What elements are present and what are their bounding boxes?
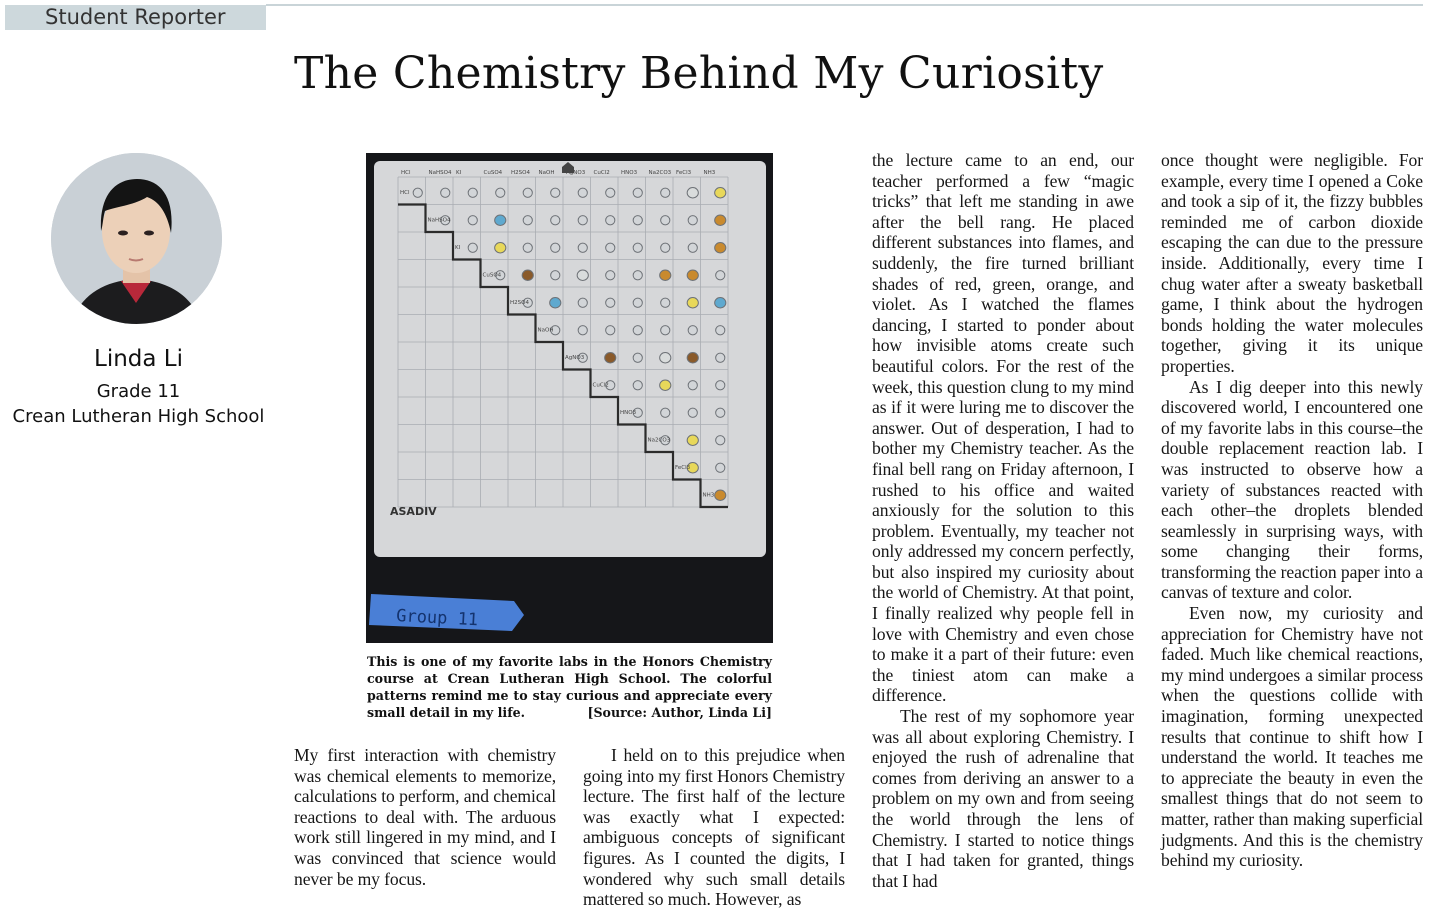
- droplet: [688, 381, 697, 390]
- column-label: Na2CO3: [648, 170, 672, 176]
- droplet: [688, 408, 697, 417]
- author-name: Linda Li: [94, 346, 183, 372]
- column-1: [294, 745, 556, 889]
- droplet: [468, 216, 477, 225]
- droplet: [633, 216, 642, 225]
- droplet: [606, 188, 615, 197]
- author-grade: Grade 11: [96, 381, 181, 402]
- droplet: [716, 381, 725, 390]
- row-label: Na2CO3: [647, 437, 671, 444]
- row-label: NaHSO4: [427, 217, 451, 224]
- row-label: FeCl3: [675, 465, 691, 471]
- author-portrait-icon: [51, 153, 222, 324]
- column-label: NaHSO4: [428, 170, 452, 176]
- droplet: [606, 243, 615, 252]
- board-brand: ASADIV: [390, 505, 437, 518]
- droplet: [688, 216, 697, 225]
- droplet: [660, 270, 671, 280]
- droplet: [661, 216, 670, 225]
- paragraph-1: My first interaction with chemistry was chemical elements to memorize, calculations to perform, and chemical reactions to deal with. The arduous work still lingered in my mind, and I was convinced that science would never be my focus.: [294, 745, 556, 889]
- droplet: [633, 243, 642, 252]
- column-label: H2SO4: [511, 170, 530, 176]
- column-label: AgNO3: [566, 170, 586, 176]
- droplet: [578, 243, 587, 252]
- droplet: [606, 271, 615, 280]
- row-label: H2SO4: [510, 300, 529, 306]
- droplet: [715, 298, 726, 308]
- droplet: [495, 215, 506, 225]
- section-label: Student Reporter: [5, 5, 266, 30]
- droplet: [551, 216, 560, 225]
- droplet: [606, 298, 615, 307]
- column-4: [1161, 150, 1423, 871]
- row-label: CuCl2: [592, 382, 609, 389]
- droplet: [688, 243, 697, 252]
- droplet: [633, 353, 642, 362]
- row-label: NH3: [702, 492, 715, 499]
- droplet: [715, 243, 726, 253]
- row-label: NaOH: [537, 327, 554, 334]
- droplet: [441, 188, 450, 197]
- droplet: [661, 326, 670, 335]
- row-label: HCl: [400, 190, 410, 196]
- droplet: [687, 188, 698, 198]
- column-label: NH3: [703, 170, 716, 176]
- row-label: CuSO4: [482, 272, 502, 279]
- droplet: [578, 298, 587, 307]
- photo-caption: [367, 653, 772, 721]
- paragraph-2-cont: the lecture came to an end, our teacher performed a few “magic tricks” that left me standing in awe after the bell rang. He placed different substances into flames, and suddenly, the fire turned brilliant shades of red, green, orange, and violet. As I watched the flames dancing, I started to ponder about how invisible atoms create such beautiful colors. For the rest of the week, this question clung to my mind as if it were luring me to discover the answer. Out of desperation, I had to bother my Chemistry teacher. As the final bell rang on Friday afternoon, I rushed to his office and waited anxiously for the solution to this problem. Eventually, my teacher not only addressed my concern perfectly, but also inspired my curiosity about the world of Chemistry. At that point, I finally realized why people fell in love with Chemistry and even chose to make it a part of their future: even the tiniest atom can make a difference.: [872, 150, 1134, 706]
- droplet: [661, 243, 670, 252]
- droplet: [687, 270, 698, 280]
- droplet: [687, 353, 698, 363]
- droplet: [687, 435, 698, 445]
- column-label: CuCl2: [593, 170, 610, 176]
- droplet: [578, 216, 587, 225]
- column-2: [583, 745, 845, 910]
- reaction-grid-image: [366, 153, 773, 643]
- lab-photo: [366, 153, 773, 643]
- droplet: [715, 215, 726, 225]
- column-label: NaOH: [538, 170, 555, 176]
- droplet: [716, 271, 725, 280]
- top-rule: [266, 4, 1423, 6]
- tape-label: Group 11: [395, 606, 479, 631]
- column-label: FeCl3: [676, 170, 692, 176]
- column-label: HCl: [401, 170, 411, 176]
- paragraph-5: Even now, my curiosity and appreciation for Chemistry have not faded. Much like chemical reactions, my mind undergoes a similar process when the questions collide with imagination, forming unexpected results that continue to shift how I understand the world. It teaches me to appreciate the beauty in even the smallest things that do not seem to matter, rather than making superficial judgments. And this is the chemistry behind my curiosity.: [1161, 603, 1423, 871]
- droplet: [413, 188, 422, 197]
- droplet: [633, 271, 642, 280]
- paragraph-2: I held on to this prejudice when going into my first Honors Chemistry lecture. The first half of the lecture was exactly what I expected: ambiguous concepts of significant figures. As I counted the digits, I wondered why such small details mattered so much. However, as: [583, 745, 845, 910]
- droplet: [633, 298, 642, 307]
- paragraph-3: The rest of my sophomore year was all about exploring Chemistry. I enjoyed the rush of adrenaline that comes from deriving an answer to a problem on my own and from seeing the world through the lens of Chemistry. I started to notice things that I had taken for granted, things that I had: [872, 706, 1134, 891]
- droplet: [578, 326, 587, 335]
- droplet: [606, 216, 615, 225]
- droplet: [715, 188, 726, 198]
- droplet: [633, 326, 642, 335]
- droplet: [468, 188, 477, 197]
- droplet: [468, 243, 477, 252]
- droplet: [633, 188, 642, 197]
- droplet: [716, 408, 725, 417]
- paragraph-3-cont: once thought were negligible. For example, every time I opened a Coke and took a sip of it, the fizzy bubbles reminded me of carbon dioxide escaping the can due to the pressure inside. Additionally, every time I chug water after a sweaty basketball game, I think about the hydrogen bonds holding the water molecules together, giving it its unique properties.: [1161, 150, 1423, 376]
- caption-text: This is one of my favorite labs in the Honors Chemistry course at Crean Lutheran High School. The colorful patterns remind me to stay curious and appreciate every small detail in my life.: [367, 654, 772, 720]
- droplet: [660, 353, 671, 363]
- droplet: [661, 298, 670, 307]
- column-3: [872, 150, 1134, 891]
- droplet: [716, 436, 725, 445]
- droplet: [577, 270, 588, 280]
- droplet: [715, 490, 726, 500]
- droplet: [716, 326, 725, 335]
- droplet: [551, 188, 560, 197]
- droplet: [551, 243, 560, 252]
- article-title: The Chemistry Behind My Curiosity: [294, 48, 1104, 99]
- droplet: [496, 188, 505, 197]
- droplet: [633, 381, 642, 390]
- droplet: [716, 463, 725, 472]
- droplet: [661, 188, 670, 197]
- paragraph-4: As I dig deeper into this newly discovered world, I encountered one of my favorite labs in this course–the double replacement reaction lab. I was instructed to observe how a variety of substances reacted with each other–the droplets blended seamlessly in surprising ways, with some changing their forms, transforming the reaction paper into a canvas of texture and color.: [1161, 376, 1423, 603]
- droplet: [578, 188, 587, 197]
- droplet: [716, 353, 725, 362]
- droplet: [688, 326, 697, 335]
- row-label: HNO3: [620, 410, 637, 416]
- column-label: CuSO4: [483, 170, 503, 176]
- droplet: [522, 270, 533, 280]
- droplet: [523, 216, 532, 225]
- droplet: [660, 380, 671, 390]
- droplet: [551, 271, 560, 280]
- author-school: Crean Lutheran High School: [12, 406, 265, 427]
- droplet: [550, 298, 561, 308]
- column-label: HNO3: [621, 170, 638, 176]
- droplet: [605, 353, 616, 363]
- droplet: [687, 298, 698, 308]
- droplet: [495, 243, 506, 253]
- droplet: [661, 408, 670, 417]
- droplet: [606, 326, 615, 335]
- droplet: [523, 188, 532, 197]
- row-label: KI: [455, 245, 461, 251]
- droplet: [523, 243, 532, 252]
- row-label: AgNO3: [565, 355, 585, 361]
- caption-source: [Source: Author, Linda Li]: [587, 705, 772, 720]
- column-label: KI: [456, 170, 462, 176]
- author-avatar: [51, 153, 222, 324]
